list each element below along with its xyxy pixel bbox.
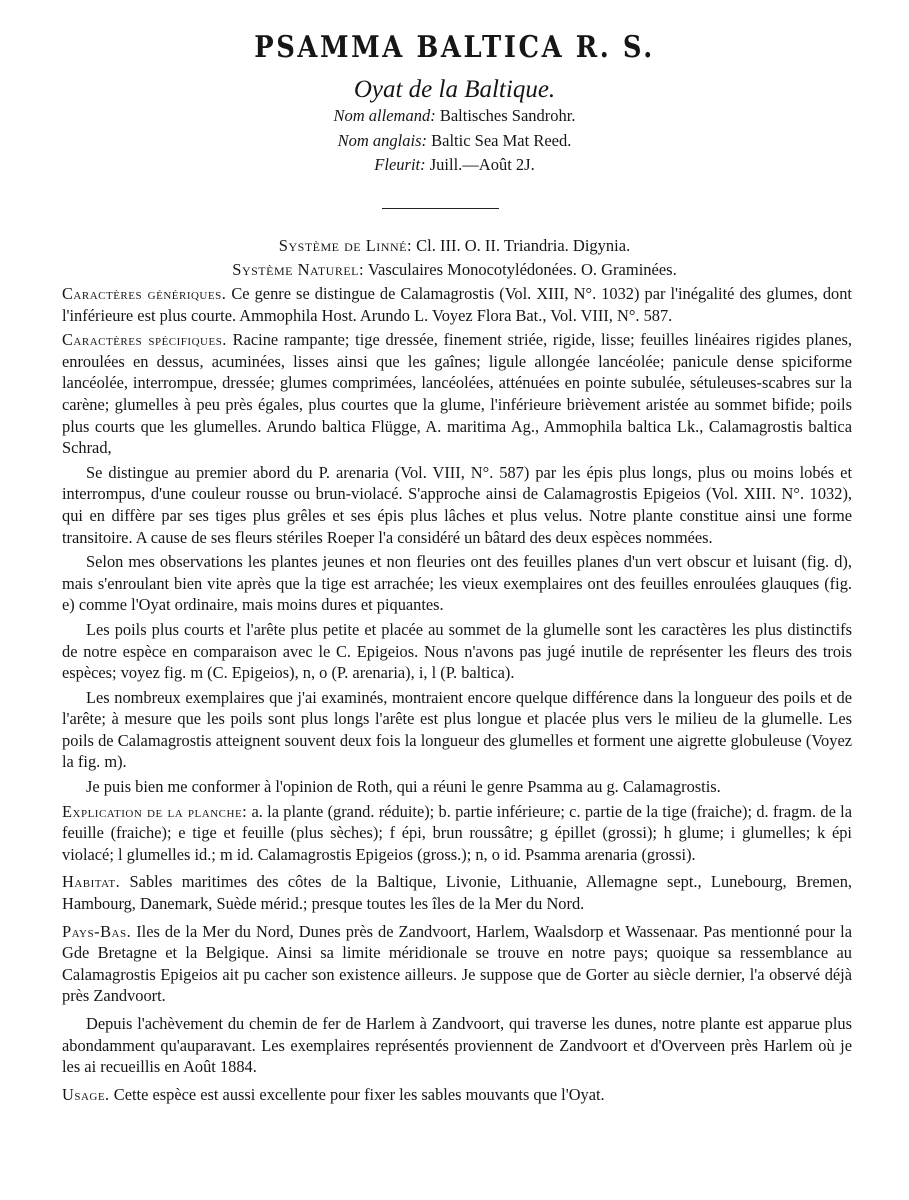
plate-explanation-text: a. la plante (grand. réduite); b. partie inférieure; c. partie de la tige (fraiche); d. fragm. de la feuille (fraiche); e tige et feuille (plus sèches); f épi, brun roussâtre; g épillet (grossi); h glume; i glumelles; k épi violacé; l glumelles id.; m id. Calamagrostis Epigeios (gross.); n, o id. Psamma arenaria (grossi).	[62, 801, 852, 864]
paragraph-netherlands	[62, 921, 852, 1007]
natural-system-label: Système Naturel:	[232, 260, 365, 279]
paragraph-roth-opinion: Je puis bien me conformer à l'opinion de Roth, qui a réuni le genre Psamma au g. Calamagrostis.	[86, 777, 721, 797]
flowering-line	[0, 153, 909, 178]
german-name-label: Nom allemand:	[333, 106, 436, 125]
english-name-value: Baltic Sea Mat Reed.	[431, 130, 572, 150]
paragraph-specimens: Les nombreux exemplaires que j'ai examinés, montraient encore quelque différence dans la longueur des poils et de l'arête; à mesure que les poils sont plus longs l'arête est plus longue et placée plus vers le milieu de la glumelle. Les poils de Calamagrostis atteignent souvent deux fois la longueur des glumelles et forment une aigrette globuleuse (Voyez la fig. m).	[62, 687, 852, 772]
paragraph-observations: Selon mes observations les plantes jeunes et non fleuries ont des feuilles planes d'un vert obscur et luisant (fig. d), mais s'enroulant bien vite après que la tige est arrachée; les vieux exemplaires ont des feuilles enroulées glauques (fig. e) comme l'Oyat ordinaire, mais moins dures et piquantes.	[62, 552, 852, 615]
flowering-label: Fleurit:	[374, 155, 426, 174]
generic-characters-text: Ce genre se distingue de Calamagrostis (Vol. XIII, N°. 1032) par l'inégalité des glumes, dont l'inférieure est plus courte. Ammophila Host. Arundo L. Voyez Flora Bat., Vol. VIII, N°. 587.	[62, 284, 852, 325]
habitat-text: Sables maritimes des côtes de la Baltique, Livonie, Lithuanie, Allemagne sept., Lunebourg, Bremen, Hambourg, Danemark, Suède mérid.; presque toutes les îles de la Mer du Nord.	[62, 872, 852, 914]
habitat-label: Habitat.	[62, 872, 121, 892]
plate-explanation-label: Explication de la planche:	[62, 801, 248, 821]
paragraph-hairs: Les poils plus courts et l'arête plus petite et placée au sommet de la glumelle sont les caractères les plus distinctifs de notre espèce en comparaison avec le C. Epigeios. Nous n'avons pas jugé inutile de représenter les fleurs des trois espèces; voyez fig. m (C. Epigeios), n, o (P. arenaria), i, l (P. baltica).	[62, 619, 852, 683]
species-title: PSAMMA BALTICA R. S.	[254, 30, 655, 65]
usage-label: Usage.	[62, 1084, 110, 1104]
paragraph-specific-characters	[62, 329, 852, 459]
linne-system-value: Cl. III. O. II. Triandria. Digynia.	[416, 236, 631, 255]
specific-characters-label: Caractères spécifiques.	[62, 330, 227, 350]
paragraph-generic-characters	[62, 283, 852, 326]
linne-system-label: Système de Linné:	[278, 236, 413, 255]
vernacular-names	[0, 104, 909, 178]
german-name-line	[0, 104, 909, 129]
paragraph-distinction: Se distingue au premier abord du P. arenaria (Vol. VIII, N°. 587) par les épis plus longs, plus ou moins lobés et interrompus, d'une couleur rousse ou brun-violacé. S'approche ainsi de Calamagrostis Epigeios (Vol. XIII. N°. 1032), qui en diffère par ses tiges plus grêles et ses épis plus lâches et plus velus. Notre plante constitue ainsi une forme transitoire. A cause de ses fleurs stériles Roeper l'a considéré un bâtard des deux espèces nommées.	[62, 462, 852, 547]
english-name-label: Nom anglais:	[337, 130, 428, 150]
specific-characters-text: Racine rampante; tige dressée, finement striée, rigide, lisse; feuilles linéaires rigides planes, enroulées en dessus, acuminées, lisses ainsi que les gaînes; ligule allongée lancéolée; panicule dense spiciforme lancéolée, interrompue, dressée; glumes comprimées, lancéolées, atténuées en pointe subulée, sétuleuses-scabres sur la carène; glumelles à peu près égales, plus courtes que la glume, l'inférieure brièvement aristée au sommet bifide; poils plus courts que les glumelles. Arundo baltica Flügge, A. maritima Ag., Ammophila baltica Lk., Calamagrostis baltica Schrad,	[62, 330, 852, 458]
section-divider	[382, 208, 499, 209]
usage-text: Cette espèce est aussi excellente pour fixer les sables mouvants que l'Oyat.	[113, 1084, 605, 1104]
english-name-line	[0, 129, 909, 154]
description-body	[62, 283, 852, 1108]
natural-system-value: Vasculaires Monocotylédonées. O. Graminées.	[367, 260, 677, 279]
paragraph-railway: Depuis l'achèvement du chemin de fer de Harlem à Zandvoort, qui traverse les dunes, notre plante est apparue plus abondamment qu'auparavant. Les exemplaires représentés proviennent de Zandvoort et d'Overveen près Harlem où je les ai recueillis en Août 1884.	[62, 1014, 852, 1077]
german-name-value: Baltisches Sandrohr.	[439, 106, 576, 125]
generic-characters-label: Caractères génériques.	[62, 284, 227, 303]
natural-system-line	[0, 258, 909, 282]
flowering-value: Juill.—Août 2J.	[429, 155, 535, 174]
netherlands-text: Iles de la Mer du Nord, Dunes près de Zandvoort, Harlem, Waalsdorp et Wassenaar. Pas mentionné pour la Gde Bretagne et la Belgique. Ainsi sa limite méridionale se trouve en notre pays; quoique sa ressemblance au Calamagrostis Epigeios ait pu cacher son existence ailleurs. Je suppose que de Gorter au siècle dernier, l'a observé déjà près Zandvoort.	[62, 921, 852, 1006]
paragraph-usage	[62, 1084, 852, 1106]
linne-system-line	[0, 234, 909, 258]
common-name-subtitle: Oyat de la Baltique.	[353, 76, 556, 103]
netherlands-label: Pays-Bas.	[62, 921, 132, 941]
paragraph-habitat	[62, 871, 852, 914]
paragraph-plate-explanation	[62, 801, 852, 866]
classification-systems	[0, 234, 909, 282]
